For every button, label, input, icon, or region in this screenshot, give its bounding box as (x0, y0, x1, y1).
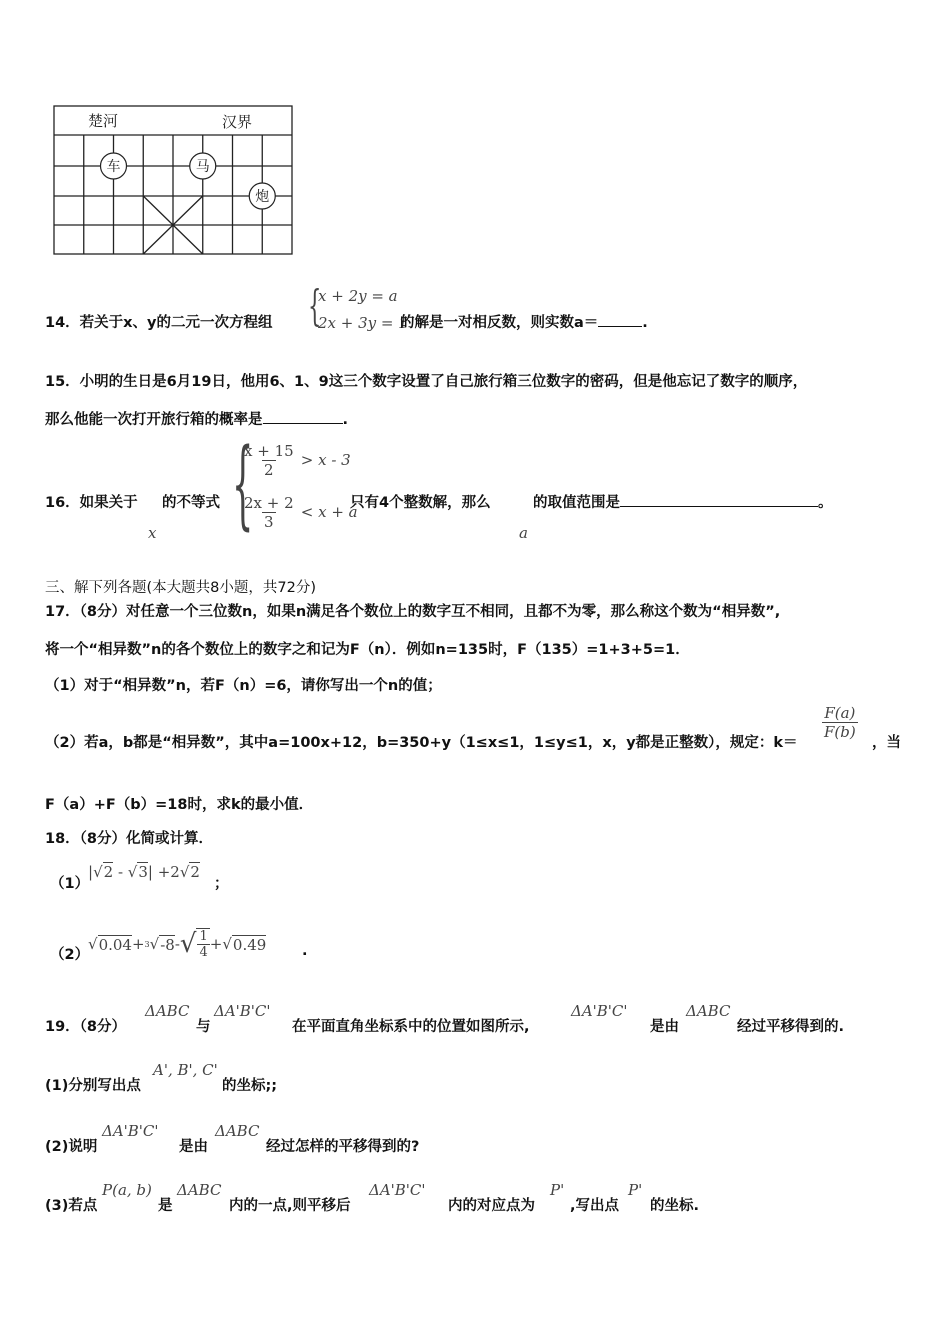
q18-title: 18．（8分）化简或计算． (45, 831, 214, 847)
q19-s3-tri2: ΔA'B'C' (369, 1181, 426, 1199)
piece-ma (190, 153, 216, 179)
piece-pao (249, 183, 275, 209)
q14-text: 14．若关于x、y的二元一次方程组 (45, 315, 273, 331)
chess-board-figure (50, 100, 300, 260)
q18-sub2-expr: √ 0.04 + 3 √ -8 - √ $\frac{1}{4}$ + √ 0.49 (88, 929, 267, 960)
q19-tri3: ΔA'B'C' (571, 1002, 628, 1020)
q16-var-x: x (148, 524, 157, 542)
piece-che-label: 车 (106, 159, 121, 175)
q19-w3: 是由 (650, 1019, 679, 1035)
q16-mid: 的不等式 (162, 495, 220, 511)
q19-s1-points: A', B', C' (153, 1061, 218, 1079)
q16-system: { $\frac{x + 15}{2}$ > x - 3 $\frac{2x + 2}{3}$ < x + a (232, 428, 358, 540)
q19-s3-tri1: ΔABC (177, 1181, 222, 1199)
q19-w1: 与 (196, 1019, 211, 1035)
river-left-label: 楚河 (88, 112, 119, 130)
q19-s3-w3: 内的对应点为 (448, 1198, 535, 1214)
q18-sub2-end: . (302, 943, 308, 959)
q18-sub2: （2） (50, 947, 90, 963)
q19-s3-w2: 内的一点,则平移后 (229, 1198, 351, 1214)
q18-sub1: （1） (50, 876, 90, 892)
q19-s3-point-pp2: P' (628, 1181, 643, 1199)
q17-line2: 将一个“相异数”n的各个数位上的数字之和记为F（n）．例如n=135时，F（135）=1+3+5=1． (45, 642, 690, 658)
q14-answer-blank[interactable] (598, 312, 642, 327)
q16-var-a: a (519, 524, 528, 542)
q19-s3-point-pp: P' (550, 1181, 565, 1199)
q19-s2-pre: (2)说明 (45, 1139, 98, 1155)
q17-line1: 17．（8分）对任意一个三位数n，如果n满足各个数位上的数字互不相同，且都不为零，那么称这个数为“相异数”, (45, 604, 781, 620)
section3-heading: 三、解下列各题(本大题共8小题，共72分) (45, 580, 316, 596)
q19-s3-pre: (3)若点 (45, 1198, 98, 1214)
q19-tri2: ΔA'B'C' (214, 1002, 271, 1020)
q19-s2-mid: 是由 (179, 1139, 208, 1155)
river-right-label: 汉界 (222, 113, 253, 131)
q19-w2: 在平面直角坐标系中的位置如图所示, (292, 1019, 530, 1035)
q19-s2-post: 经过怎样的平移得到的? (266, 1139, 420, 1155)
q16-answer-blank[interactable] (620, 492, 818, 507)
q17-sub2: （2）若a，b都是“相异数”，其中a=100x+12，b=350+y（1≤x≤1，1≤y≤1，x，y都是正整数），规定：k＝ (45, 735, 798, 751)
q16-pre: 16．如果关于 (45, 495, 138, 511)
q14-tail: 的解是一对相反数，则实数a＝ . (400, 311, 648, 332)
q18-sub1-expr: |√2 - √3| +2√2 (88, 863, 200, 881)
q19-s1-pre: (1)分别写出点 (45, 1078, 141, 1094)
q16-post: 只有4个整数解，那么 (350, 495, 491, 511)
q19-s3-w1: 是 (158, 1198, 173, 1214)
q19-s3-w5: 的坐标. (650, 1198, 700, 1214)
q17-sub1: （1）对于“相异数”n，若F（n）=6，请你写出一个n的值； (45, 678, 442, 694)
q19-s2-tri2: ΔABC (215, 1122, 260, 1140)
q14-eq2: 2x + 3y = 1 (318, 314, 408, 332)
q17-k-fraction: $\frac{F(a)}{F(b)}$ (824, 704, 856, 741)
q19-tri4: ΔABC (686, 1002, 731, 1020)
piece-pao-label: 炮 (255, 189, 270, 205)
q17-sub2-tail: ，当 (872, 735, 901, 751)
q19-pre: 19．（8分） (45, 1019, 127, 1035)
q19-w4: 经过平移得到的. (737, 1019, 845, 1035)
q19-s3-point-p: P(a, b) (102, 1181, 152, 1199)
piece-che (101, 153, 127, 179)
piece-ma-label: 马 (195, 159, 210, 175)
q17-line3: F（a）+F（b）=18时，求k的最小值． (45, 797, 314, 813)
q15-line1: 15．小明的生日是6月19日，他用6、1、9这三个数字设置了自己旅行箱三位数字的密码，但是他忘记了数字的顺序， (45, 374, 808, 390)
q15-line2: 那么他能一次打开旅行箱的概率是 . (45, 408, 348, 429)
q18-sub1-end: ； (214, 876, 229, 892)
q15-answer-blank[interactable] (263, 409, 343, 424)
q14-eq1: x + 2y = a (318, 287, 398, 305)
q19-s1-post: 的坐标;; (222, 1078, 278, 1094)
q19-s3-w4: ,写出点 (570, 1198, 620, 1214)
q19-tri1: ΔABC (145, 1002, 190, 1020)
q16-post2: 的取值范围是 。 (533, 491, 833, 512)
q19-s2-tri1: ΔA'B'C' (102, 1122, 159, 1140)
